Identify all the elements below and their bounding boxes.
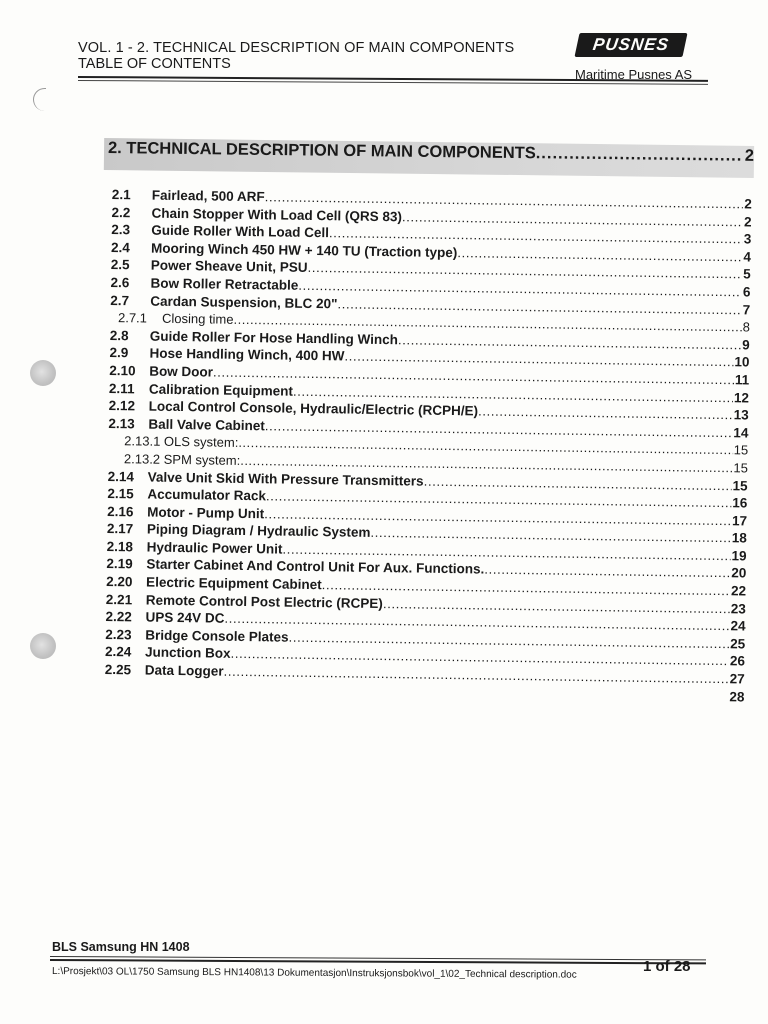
toc-entry-title: Starter Cabinet And Control Unit For Aux. Functions. — [146, 557, 485, 578]
toc-entry-title: Ball Valve Cabinet — [148, 416, 265, 434]
toc-entry-title: Mooring Winch 450 HW + 140 TU (Traction type) — [150, 240, 458, 260]
toc-entry-title: 2.13.1 OLS system: — [124, 433, 239, 451]
company-name: Maritime Pusnes AS — [575, 67, 693, 82]
toc-entry-title: Motor - Pump Unit — [147, 504, 265, 521]
toc-entry-page: 4 — [743, 249, 752, 265]
toc-entry-page: 22 — [730, 583, 747, 599]
toc-entry-title: Guide Roller For Hose Handling Winch — [149, 328, 399, 348]
toc-entry-number: 2.7 — [110, 292, 130, 308]
binder-hole-top — [30, 360, 56, 386]
toc-entry-title: Power Sheave Unit, PSU — [150, 257, 308, 276]
toc-entry-page: 11 — [734, 372, 750, 388]
toc-entry-page: 8 — [742, 319, 751, 335]
toc-entry-title: UPS 24V DC — [145, 609, 225, 626]
toc-entry-number: 2.4 — [110, 239, 130, 256]
toc-entry-title: Bow Roller Retractable — [150, 275, 299, 293]
toc-entry-number: 2.1 — [111, 186, 131, 203]
toc-entry-page: 24 — [730, 618, 746, 634]
toc-entry-title: Bow Door — [149, 363, 214, 380]
toc-entry-number: 2.25 — [104, 661, 132, 678]
toc-entry-title: Valve Unit Skid With Pressure Transmitters — [147, 469, 424, 489]
toc-entry-number: 2.9 — [109, 345, 129, 361]
toc-entry-number: 2.10 — [109, 362, 136, 379]
toc-entry-page: 17 — [731, 512, 748, 529]
toc-entry-number: 2.11 — [108, 380, 135, 396]
toc-entry-page: 13 — [733, 407, 749, 423]
toc-trailing-page-number: 28 — [729, 688, 745, 705]
leader-dots — [536, 144, 743, 166]
toc-entry-page: 23 — [730, 600, 746, 617]
toc-entry-page: 12 — [733, 389, 750, 406]
toc-entry-number: 2.20 — [106, 574, 133, 590]
pusnes-logo — [574, 33, 687, 57]
toc-entry-title: Closing time — [161, 310, 234, 327]
toc-entry-page: 26 — [729, 653, 746, 669]
toc-entry-number: 2.5 — [110, 257, 130, 273]
toc-entry-number: 2.12 — [108, 398, 136, 414]
toc-entry-number: 2.24 — [104, 644, 132, 660]
toc-entry-title: Bridge Console Plates — [145, 627, 289, 645]
scan-mark — [33, 88, 46, 111]
toc-entry-title: Calibration Equipment — [148, 381, 294, 399]
footer-page-number: 1 of 28 — [643, 958, 691, 975]
toc-entry-number: 2.21 — [105, 591, 133, 607]
toc-entry-page: 2 — [744, 196, 752, 212]
toc-entry-title: Guide Roller With Load Cell — [151, 222, 330, 241]
footer-file-path: L:\Prosjekt\03 OL\1750 Samsung BLS HN1408\13 Dokumentasjon\Instruksjonsbok\vol_1\02_Technical description.doc — [51, 966, 577, 981]
toc-entry-title: Cardan Suspension, BLC 20" — [150, 293, 338, 311]
section-heading-page: 2 — [744, 146, 755, 165]
toc-entry-page: 14 — [733, 424, 749, 441]
toc-entry-page: 6 — [742, 284, 751, 300]
toc-entry-page: 27 — [729, 671, 745, 687]
toc-entry-number: 2.13 — [108, 415, 135, 432]
binder-hole-bottom — [30, 633, 56, 659]
toc-entry-title: Hydraulic Power Unit — [146, 539, 283, 557]
toc-entry-page: 20 — [731, 565, 747, 581]
toc-entry-page: 7 — [742, 301, 751, 318]
toc-entry-number: 2.19 — [106, 556, 133, 572]
toc-entry-page: 2 — [743, 213, 752, 230]
toc-entry-page: 15 — [732, 477, 748, 493]
toc-entry-number: 2.15 — [107, 486, 134, 502]
toc-entry-page: 18 — [731, 530, 747, 546]
toc-entry-title: Fairlead, 500 ARF — [151, 187, 265, 205]
logo-text: PUSNES — [591, 35, 671, 54]
toc-entry-page: 16 — [732, 495, 748, 511]
toc-entry-number: 2.7.1 — [117, 310, 148, 326]
header-subtitle: TABLE OF CONTENTS — [78, 56, 231, 72]
toc-entry-title: 2.13.2 SPM system: — [123, 451, 241, 468]
header-title: VOL. 1 - 2. TECHNICAL DESCRIPTION OF MAIN COMPONENTS — [78, 40, 515, 56]
toc-entry-page: 9 — [742, 337, 750, 353]
toc-entry-title: Piping Diagram / Hydraulic System — [146, 521, 371, 541]
toc-entry-title: Junction Box — [144, 644, 231, 662]
toc-entry-title: Data Logger — [144, 662, 224, 679]
toc-entry-page: 15 — [733, 460, 748, 476]
toc-entry-number: 2.14 — [107, 468, 135, 484]
toc-entry-number: 2.2 — [111, 204, 131, 220]
toc-entry-title: Hose Handling Winch, 400 HW — [149, 345, 345, 364]
toc-entry-page: 15 — [733, 442, 749, 458]
toc-entry-page: 3 — [743, 231, 752, 247]
toc-entry-number: 2.17 — [106, 521, 134, 537]
section-heading-text: 2. TECHNICAL DESCRIPTION OF MAIN COMPONENTS — [107, 139, 536, 163]
toc-entry-title: Chain Stopper With Load Cell (QRS 83) — [151, 205, 403, 224]
toc-entry-number: 2.23 — [105, 626, 132, 643]
footer-project: BLS Samsung HN 1408 — [52, 940, 190, 954]
toc-entry-title: Accumulator Rack — [147, 486, 267, 504]
toc-entry-number: 2.6 — [110, 274, 130, 291]
toc-entry-number: 2.18 — [106, 538, 134, 555]
toc-entry-number: 2.3 — [111, 222, 131, 238]
toc-entry-page: 25 — [730, 636, 746, 652]
toc-entry-title: Remote Control Post Electric (RCPE) — [145, 592, 383, 611]
table-of-contents — [104, 186, 751, 706]
toc-entry-page: 10 — [734, 354, 750, 370]
toc-entry-title: Electric Equipment Cabinet — [146, 574, 322, 593]
toc-entry-number: 2.8 — [109, 327, 129, 344]
toc-entry-title: Local Control Console, Hydraulic/Electric (RCPH/E) — [148, 398, 479, 419]
toc-entry-page: 19 — [731, 548, 747, 564]
toc-entry-number: 2.22 — [105, 609, 132, 625]
toc-entry-number: 2.16 — [107, 503, 134, 520]
toc-entry-page: 5 — [743, 266, 751, 282]
